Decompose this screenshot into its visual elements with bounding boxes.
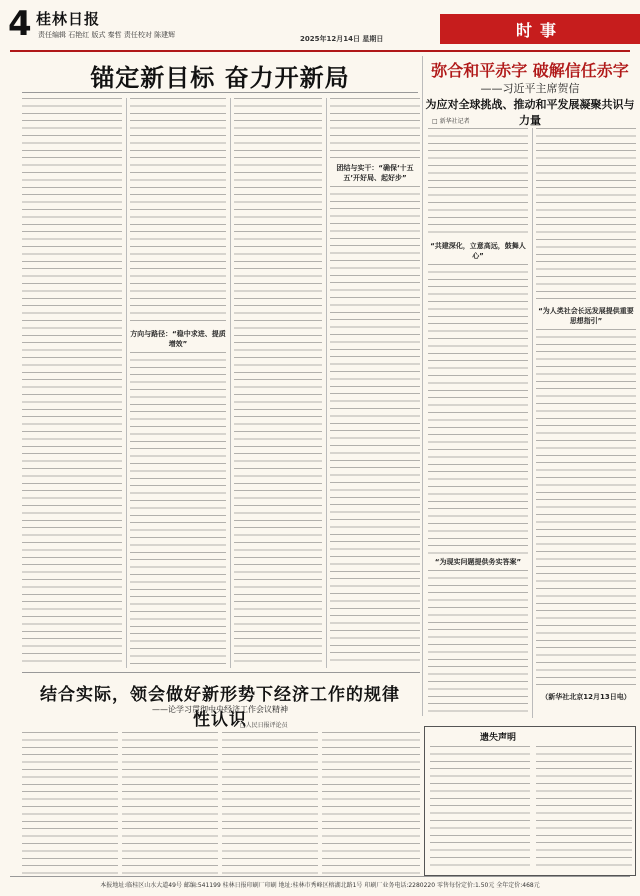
section-divider [422, 56, 423, 716]
notice-column-2 [536, 746, 632, 872]
bottom-story-rule [22, 672, 420, 673]
right-story-kicker: 弥合和平赤字 破解信任赤字 [431, 61, 629, 80]
newspaper-name: 桂林日报 [36, 10, 101, 28]
right-subhead-2: “为现实问题提供务实答案” [434, 558, 522, 566]
right-story-headline: 为应对全球挑战、推动和平发展凝聚共识与力量 [425, 98, 635, 127]
bottom-story-column-3 [222, 732, 318, 874]
column-divider [126, 98, 127, 668]
footer-rule [10, 876, 630, 877]
main-subhead-1: 方向与路径：“稳中求进、提质增效” [130, 330, 226, 348]
main-story-column-3 [234, 98, 322, 668]
column-divider [326, 98, 327, 668]
right-story-credit: （新华社北京12月13日电） [541, 693, 631, 701]
headline-rule [22, 92, 418, 93]
bottom-story-column-4 [322, 732, 420, 874]
right-story-column-2 [536, 128, 636, 718]
main-headline: 锚定新目标 奋力开新局 [90, 64, 350, 92]
right-subhead-3: “为人类社会长远发展提供重要思想指引” [538, 307, 634, 325]
right-story-subtitle: ——习近平主席贺信 [480, 82, 580, 95]
editors-line: 责任编辑 石艳红 版式 秦哲 责任校对 陈建辉 [38, 31, 176, 39]
section-banner: 时事 [440, 14, 640, 44]
header-rule [10, 50, 630, 52]
page-number: 4 [8, 4, 32, 44]
column-divider [532, 128, 533, 718]
right-story-byline: □ 新华社记者 [432, 118, 470, 125]
notice-column-1 [430, 746, 530, 872]
bottom-subtitle: ——论学习贯彻中央经济工作会议精神 [152, 705, 288, 714]
main-story-column-4 [330, 98, 420, 668]
bottom-byline: □人民日报评论员 [240, 722, 288, 729]
column-divider [230, 98, 231, 668]
issue-date: 2025年12月14日 星期日 [300, 35, 384, 43]
bottom-headline: 结合实际，领会做好新形势下经济工作的规律性认识 [40, 685, 400, 730]
bottom-story-column-1 [22, 732, 118, 874]
right-story-column-1 [428, 128, 528, 718]
notice-title: 遗失声明 [480, 733, 517, 743]
footer-text: 本报地址:临桂区山水大道49号 邮编:541199 桂林日报印刷厂印刷 地址:桂林市秀峰区榕湖北路1号 印刷厂业务电话:2280220 零售每份定价:1.50元 全年定价:468元 [100, 882, 540, 889]
main-story-column-2 [130, 98, 226, 668]
right-subhead-1: “共建深化，立意高远，鼓舞人心” [430, 242, 526, 260]
main-story-column-1 [22, 98, 122, 668]
bottom-story-column-2 [122, 732, 218, 874]
main-subhead-2: 团结与实干：“确保‘十五五’开好局、起好步” [336, 164, 414, 182]
